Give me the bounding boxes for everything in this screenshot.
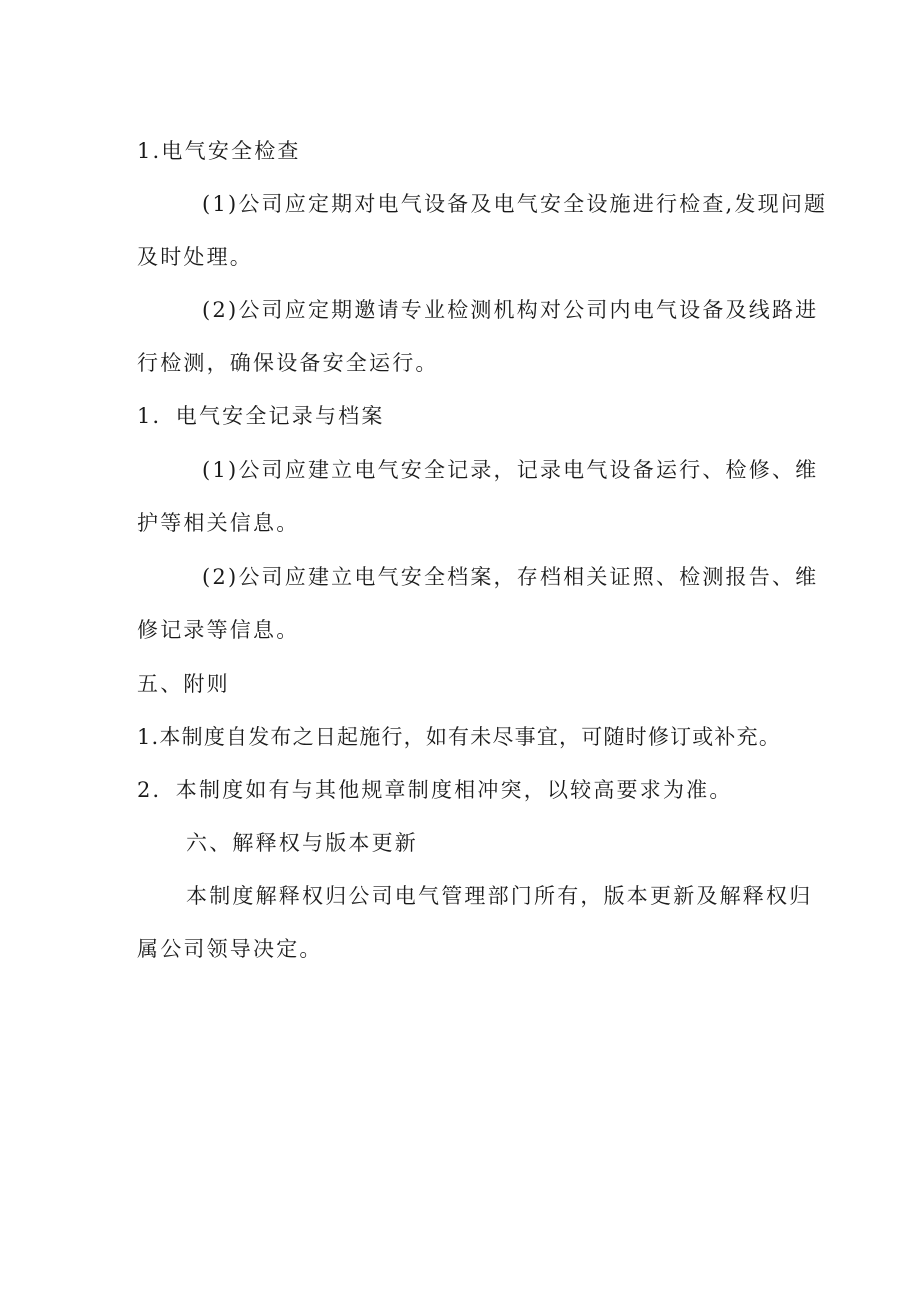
paragraph-line: 护等相关信息。 (137, 511, 300, 535)
section-heading-supplementary-provisions: 五、附则 (137, 672, 230, 696)
list-item: 1.本制度自发布之日起施行，如有未尽事宜，可随时修订或补充。 (137, 725, 782, 749)
paragraph-line: 属公司领导决定。 (137, 937, 323, 961)
paragraph-line: 及时处理。 (137, 245, 253, 269)
section-heading-electrical-safety-inspection: 1.电气安全检查 (137, 139, 301, 163)
paragraph-line: (1)公司应建立电气安全记录，记录电气设备运行、检修、维 (202, 458, 819, 482)
paragraph-line: (1)公司应定期对电气设备及电气安全设施进行检查,发现问题 (202, 192, 828, 216)
paragraph-line: 行检测，确保设备安全运行。 (137, 351, 439, 375)
section-heading-records-archives: 1．电气安全记录与档案 (137, 404, 385, 428)
paragraph-line: 本制度解释权归公司电气管理部门所有，版本更新及解释权归 (186, 884, 813, 908)
paragraph-line: (2)公司应定期邀请专业检测机构对公司内电气设备及线路进 (202, 298, 819, 322)
list-item: 2．本制度如有与其他规章制度相冲突，以较高要求为准。 (137, 778, 733, 802)
paragraph-line: (2)公司应建立电气安全档案，存档相关证照、检测报告、维 (202, 565, 819, 589)
paragraph-line: 修记录等信息。 (137, 618, 300, 642)
section-heading-interpretation: 六、解释权与版本更新 (186, 831, 418, 855)
